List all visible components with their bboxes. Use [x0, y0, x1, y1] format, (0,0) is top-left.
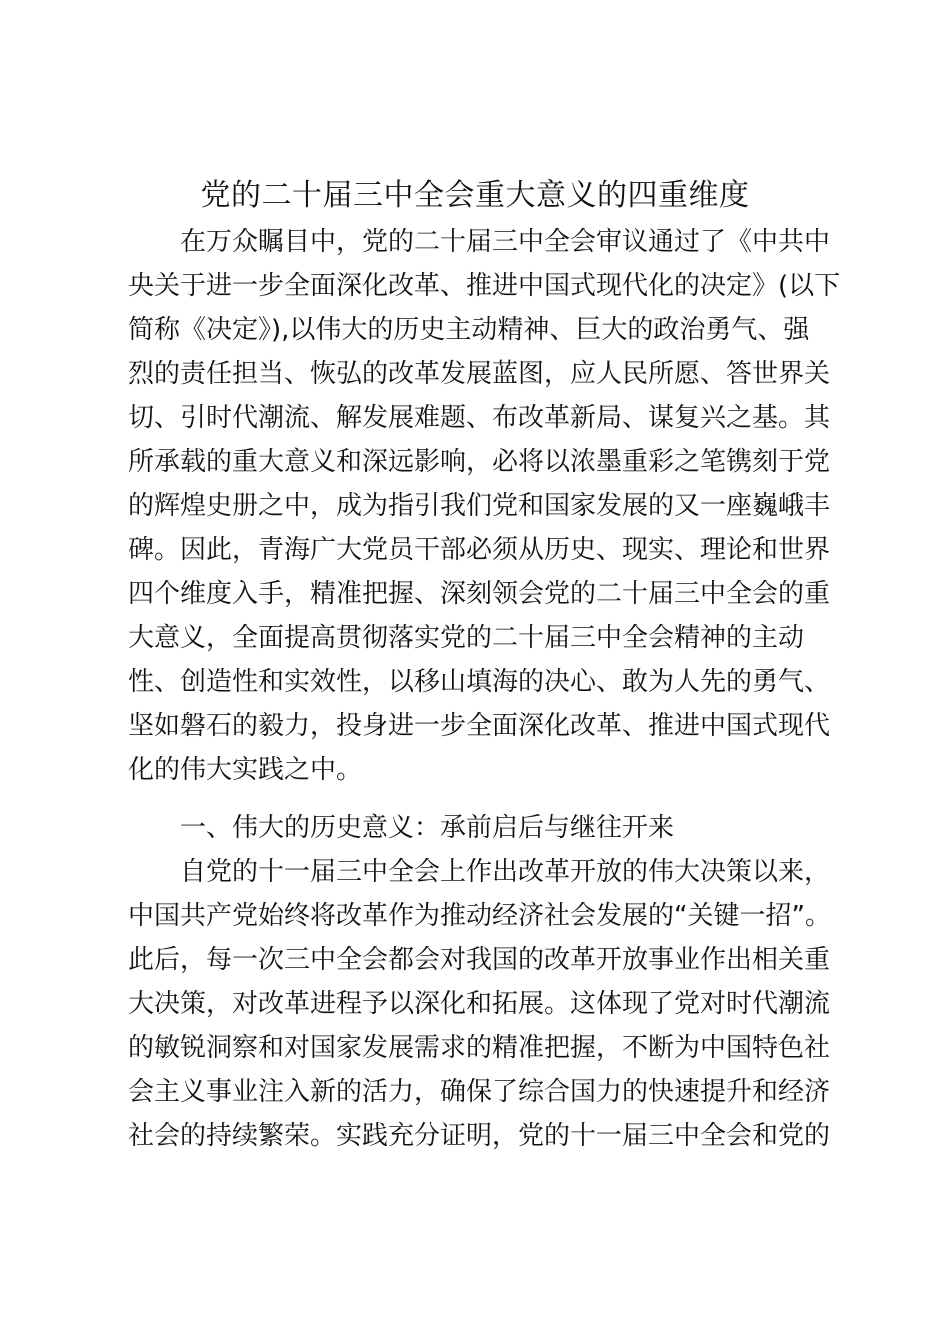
paragraph-line: 在万众瞩目中，党的二十届三中全会审议通过了《中共中 [180, 227, 831, 257]
paragraph-line: 社会的持续繁荣。实践充分证明，党的十一届三中全会和党的 [128, 1121, 831, 1151]
paragraph-line: 此后，每一次三中全会都会对我国的改革开放事业作出相关重 [128, 945, 831, 975]
paragraph-line: 切、引时代潮流、解发展难题、布改革新局、谋复兴之基。其 [128, 403, 831, 433]
paragraph-line: 中国共产党始终将改革作为推动经济社会发展的“关键一招”。 [128, 901, 831, 931]
paragraph-line: 大决策，对改革进程予以深化和拓展。这体现了党对时代潮流 [128, 989, 831, 1019]
document-title: 党的二十届三中全会重大意义的四重维度 [200, 178, 750, 213]
paragraph-line: 烈的责任担当、恢弘的改革发展蓝图，应人民所愿、答世界关 [128, 359, 831, 389]
paragraph-line: 央关于进一步全面深化改革、推进中国式现代化的决定》(以下 [128, 271, 841, 301]
paragraph-line: 简称《决定》),以伟大的历史主动精神、巨大的政治勇气、强 [128, 315, 810, 345]
paragraph-line: 自党的十一届三中全会上作出改革开放的伟大决策以来， [180, 857, 831, 887]
paragraph-line: 的辉煌史册之中，成为指引我们党和国家发展的又一座巍峨丰 [128, 491, 831, 521]
paragraph-line: 大意义，全面提高贯彻落实党的二十届三中全会精神的主动 [128, 623, 805, 653]
paragraph-line: 会主义事业注入新的活力，确保了综合国力的快速提升和经济 [128, 1077, 831, 1107]
paragraph-line: 碑。因此，青海广大党员干部必须从历史、现实、理论和世界 [128, 535, 831, 565]
paragraph-line: 的敏锐洞察和对国家发展需求的精准把握，不断为中国特色社 [128, 1033, 831, 1063]
paragraph-line: 性、创造性和实效性，以移山填海的决心、敢为人先的勇气、 [128, 667, 831, 697]
paragraph-line: 坚如磐石的毅力，投身进一步全面深化改革、推进中国式现代 [128, 711, 831, 741]
paragraph-line: 四个维度入手，精准把握、深刻领会党的二十届三中全会的重 [128, 579, 831, 609]
paragraph-line: 化的伟大实践之中。 [128, 755, 363, 785]
section-heading: 一、伟大的历史意义：承前启后与继往开来 [180, 813, 675, 843]
paragraph-line: 所承载的重大意义和深远影响，必将以浓墨重彩之笔镌刻于党 [128, 447, 831, 477]
